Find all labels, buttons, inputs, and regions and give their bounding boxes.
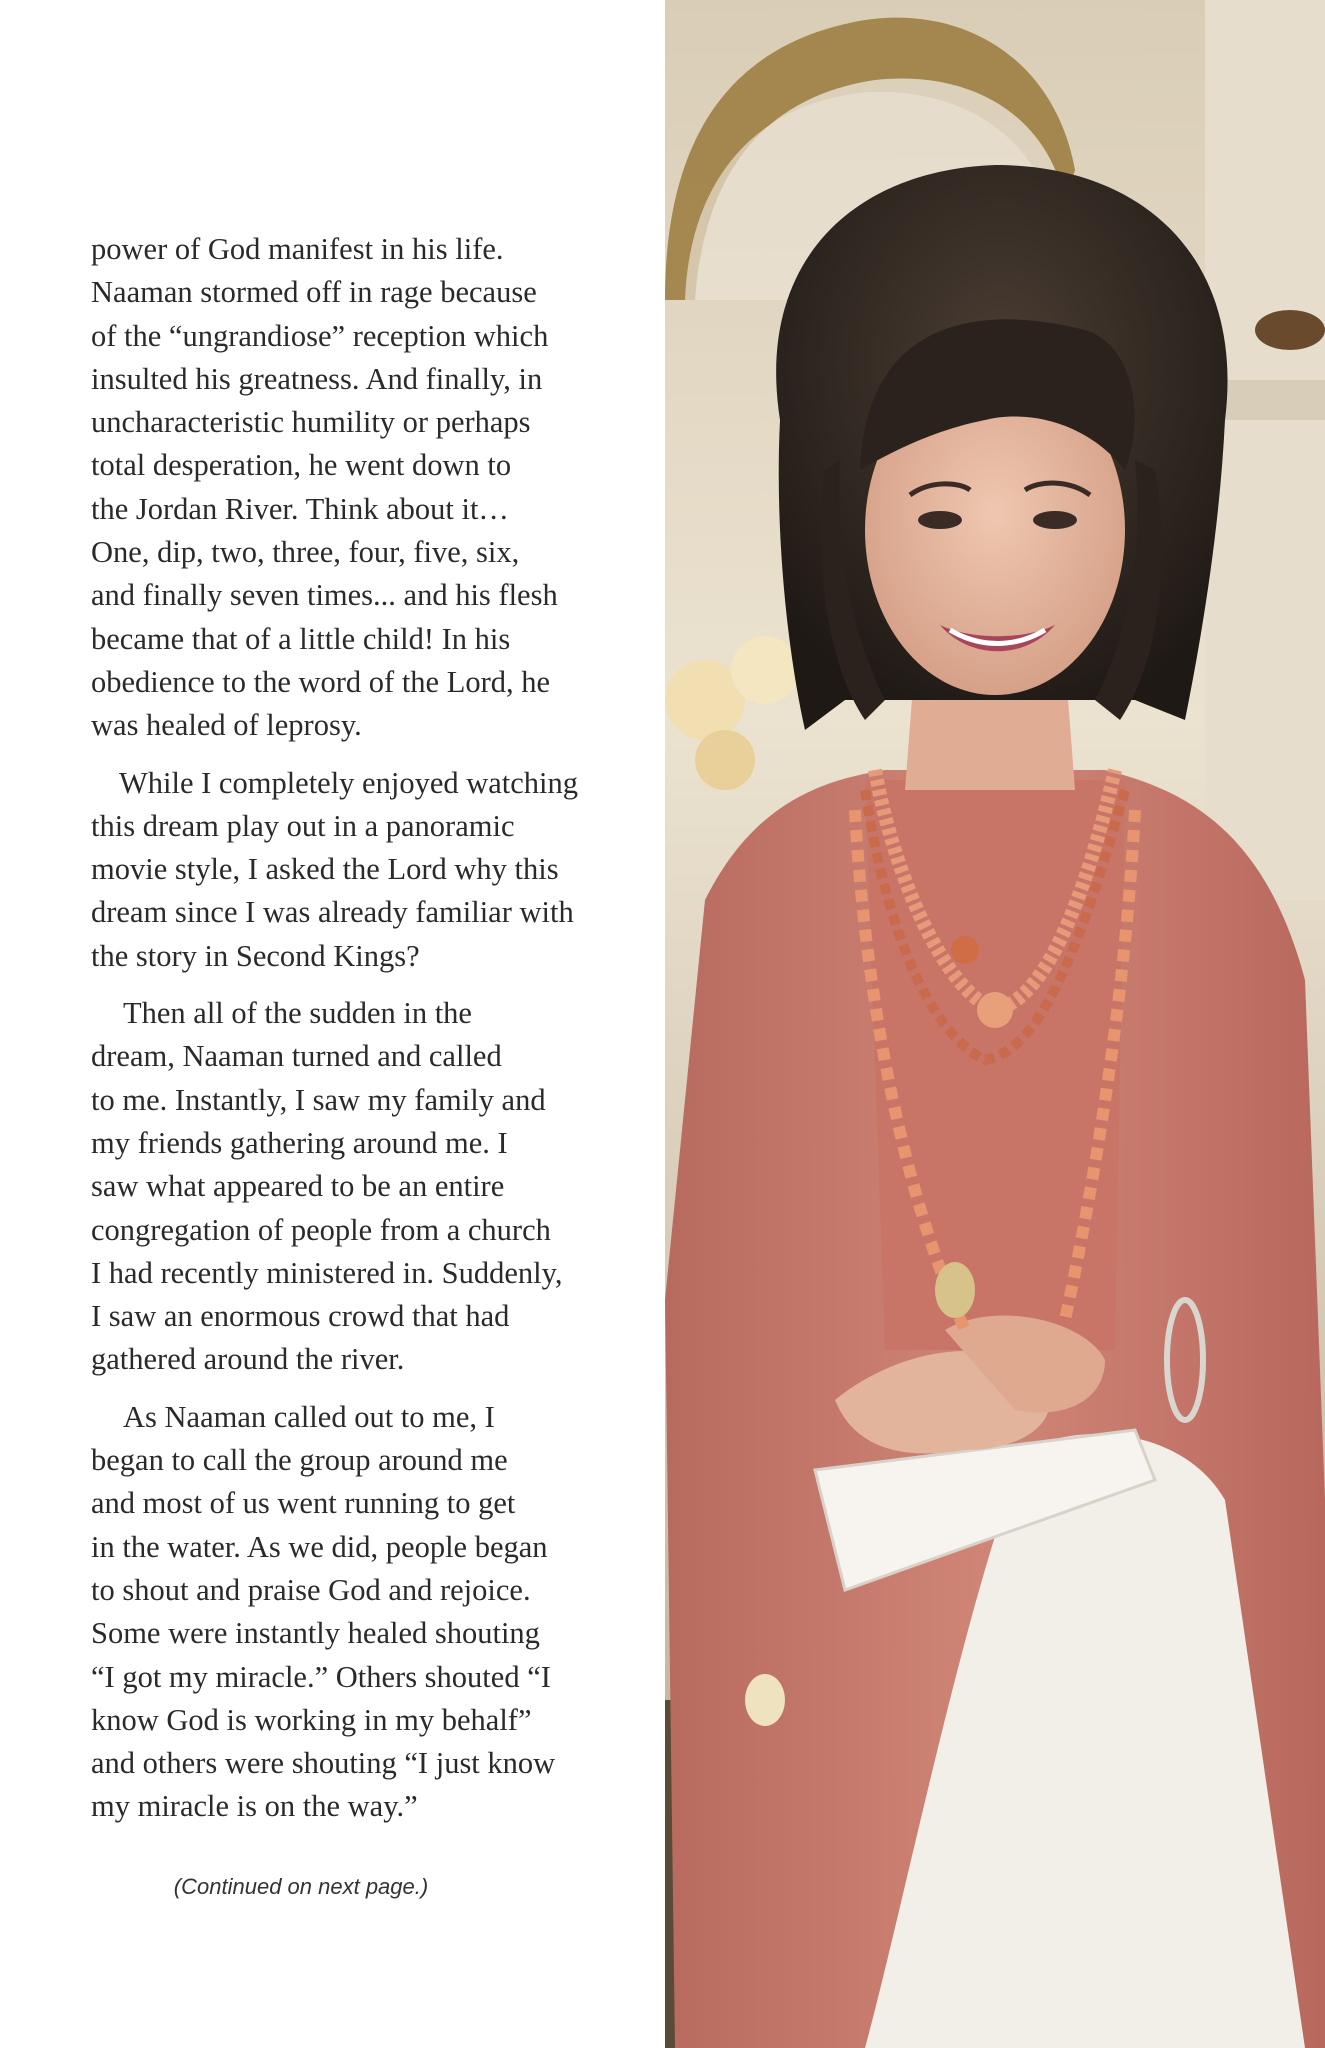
continued-note: (Continued on next page.) <box>173 1874 429 1899</box>
text-line: know God is working in my behalf” <box>91 1702 532 1737</box>
text-line: to me. Instantly, I saw my family and <box>91 1082 546 1117</box>
article-body <box>91 228 631 1842</box>
text-line: of the “ungrandiose” reception which <box>91 318 549 353</box>
jacket-button <box>745 1674 785 1726</box>
eye <box>918 511 962 529</box>
flower <box>695 730 755 790</box>
paragraph-1 <box>91 228 631 748</box>
text-line: began to call the group around me <box>91 1443 508 1478</box>
text-line: dream, Naaman turned and called <box>91 1039 502 1074</box>
text-line: congregation of people from a church <box>91 1212 551 1247</box>
text-line: my miracle is on the way.” <box>91 1789 418 1824</box>
text-line: insulted his greatness. And finally, in <box>91 361 543 396</box>
text-line: this dream play out in a panoramic <box>91 808 515 843</box>
text-line: uncharacteristic humility or perhaps <box>91 405 531 440</box>
text-line: Naaman stormed off in rage because <box>91 275 537 310</box>
text-line: power of God manifest in his life. <box>91 232 504 266</box>
flower <box>731 636 799 704</box>
paragraph-3 <box>91 992 631 1382</box>
text-line: and others were shouting “I just know <box>91 1746 556 1781</box>
candle-holder <box>1255 310 1325 350</box>
text-line: became that of a little child! In his <box>91 621 511 656</box>
text-line: Then all of the sudden in the <box>123 996 472 1031</box>
text-line: I had recently ministered in. Suddenly, <box>91 1255 563 1290</box>
text-line: “I got my miracle.” Others shouted “I <box>91 1659 551 1694</box>
text-line: obedience to the word of the Lord, he <box>91 664 551 699</box>
text-line: was healed of leprosy. <box>91 708 362 743</box>
portrait-photo <box>665 0 1325 2048</box>
text-line: dream since I was already familiar with <box>91 895 574 930</box>
text-line: the Jordan River. Think about it… <box>91 491 509 526</box>
text-line: in the water. As we did, people began <box>91 1529 548 1564</box>
text-line: gathered around the river. <box>91 1342 405 1377</box>
text-line: While I completely enjoyed watching <box>119 765 579 800</box>
text-line: the story in Second Kings? <box>91 938 420 973</box>
text-line: movie style, I asked the Lord why this <box>91 852 559 887</box>
text-line: and most of us went running to get <box>91 1486 516 1521</box>
paragraph-4 <box>91 1396 631 1829</box>
text-line: and finally seven times... and his flesh <box>91 578 558 613</box>
text-line: Some were instantly healed shouting <box>91 1616 540 1651</box>
text-line: to shout and praise God and rejoice. <box>91 1572 531 1607</box>
text-line: my friends gathering around me. I <box>91 1125 508 1160</box>
text-line: One, dip, two, three, four, five, six, <box>91 535 520 570</box>
portrait-illustration <box>665 0 1325 2048</box>
paragraph-2 <box>91 762 631 978</box>
text-line: I saw an enormous crowd that had <box>91 1299 510 1334</box>
text-line: total desperation, he went down to <box>91 448 512 483</box>
eye <box>1033 511 1077 529</box>
text-line: As Naaman called out to me, I <box>123 1399 495 1434</box>
text-line: saw what appeared to be an entire <box>91 1169 505 1204</box>
